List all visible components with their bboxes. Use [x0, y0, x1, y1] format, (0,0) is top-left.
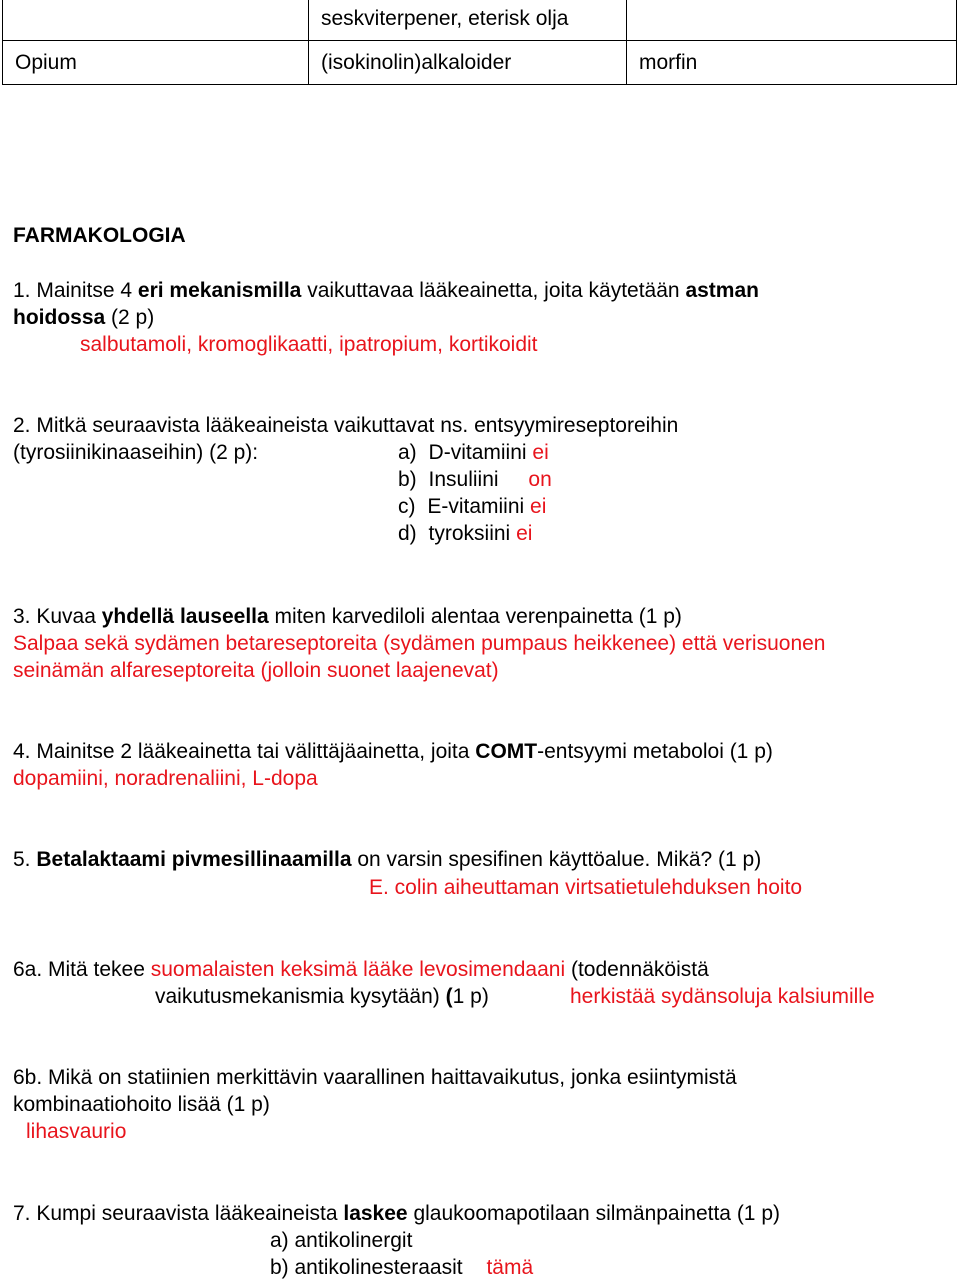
q1-text: (2 p) — [111, 306, 155, 329]
table-cell: seskviterpener, eterisk olja — [309, 0, 627, 41]
option-text: D-vitamiini — [428, 441, 527, 464]
option-answer: ei — [532, 441, 549, 464]
q7-text: glaukoomapotilaan silmänpainetta (1 p) — [413, 1202, 780, 1225]
option-letter: c) — [398, 495, 416, 518]
table-row — [3, 41, 957, 85]
option-text: tyroksiini — [428, 522, 511, 545]
table-cell: Opium — [3, 41, 309, 85]
table-cell — [627, 0, 957, 41]
q1-bold: astman — [685, 279, 759, 302]
answer-3-line2: seinämän alfareseptoreita (jolloin suonet laajenevat) — [13, 659, 499, 682]
answer-3-line1: Salpaa sekä sydämen betareseptoreita (sydämen pumpaus heikkenee) että verisuonen — [13, 632, 826, 655]
q6a-bold: ( — [445, 985, 453, 1008]
q4-text: 4. Mainitse 2 lääkeainetta tai välittäjäainetta, joita — [13, 740, 470, 763]
q4-bold: COMT — [475, 740, 538, 763]
table-cell: (isokinolin)alkaloider — [309, 41, 627, 85]
q6a-text: 6a. Mitä tekee — [13, 958, 145, 981]
question-3 — [13, 603, 682, 630]
q3-text: miten karvediloli alentaa verenpainetta (1 p) — [274, 605, 682, 628]
q3-text: 3. Kuvaa — [13, 605, 96, 628]
question-6a-line1 — [13, 956, 709, 983]
q6a-text: vaikutusmekanismia kysytään) — [155, 985, 440, 1008]
q7-bold: laskee — [343, 1202, 408, 1225]
option-c — [398, 493, 546, 520]
option-b — [398, 466, 552, 493]
table-row — [3, 0, 957, 41]
question-2-line1: 2. Mitkä seuraavista lääkeaineista vaikuttavat ns. entsyymireseptoreihin — [13, 414, 679, 437]
q5-bold: Betalaktaami pivmesillinaamilla — [36, 848, 352, 871]
question-6b-line1: 6b. Mikä on statiinien merkittävin vaarallinen haittavaikutus, jonka esiintymistä — [13, 1066, 737, 1089]
option-text: Insuliini — [428, 468, 499, 491]
question-5 — [13, 846, 761, 873]
q7-text: 7. Kumpi seuraavista lääkeaineista — [13, 1202, 338, 1225]
q3-bold: yhdellä lauseella — [101, 605, 269, 628]
answer-4: dopamiini, noradrenaliini, L-dopa — [13, 767, 318, 790]
q6a-red-text: suomalaisten keksimä lääke levosimendaani — [150, 958, 566, 981]
option-answer: tämä — [486, 1256, 534, 1279]
option-7b — [270, 1254, 533, 1281]
q6a-text: (todennäköistä — [570, 958, 709, 981]
question-1-line1 — [13, 277, 759, 304]
question-7 — [13, 1200, 780, 1227]
option-7a — [270, 1227, 412, 1254]
q1-bold: eri mekanismilla — [137, 279, 302, 302]
section-heading: FARMAKOLOGIA — [13, 224, 186, 247]
option-answer: ei — [530, 495, 547, 518]
question-6b-line2: kombinaatiohoito lisää (1 p) — [13, 1093, 270, 1116]
q5-text: on varsin spesifinen käyttöalue. Mikä? (1 p) — [357, 848, 762, 871]
option-letter: b) — [398, 468, 417, 491]
table-cell: morfin — [627, 41, 957, 85]
option-answer: on — [528, 468, 552, 491]
table-cell — [3, 0, 309, 41]
question-2-line2: (tyrosiinikinaaseihin) (2 p): — [13, 441, 259, 464]
option-letter: d) — [398, 522, 417, 545]
option-text: E-vitamiini — [427, 495, 525, 518]
option-d — [398, 520, 532, 547]
option-a — [398, 439, 549, 466]
substance-table — [2, 0, 957, 85]
answer-6a: herkistää sydänsoluja kalsiumille — [570, 985, 875, 1008]
q1-text: 1. Mainitse 4 — [13, 279, 133, 302]
answer-1: salbutamoli, kromoglikaatti, ipatropium, kortikoidit — [80, 333, 538, 356]
q1-bold: hoidossa — [13, 306, 106, 329]
q6a-text: 1 p) — [452, 985, 489, 1008]
q4-text: -entsyymi metaboloi (1 p) — [537, 740, 773, 763]
q1-text: vaikuttavaa lääkeainetta, joita käytetään — [307, 279, 680, 302]
option-text: a) antikolinergit — [270, 1229, 413, 1252]
question-1-line2 — [13, 304, 154, 331]
q5-text: 5. — [13, 848, 31, 871]
option-letter: a) — [398, 441, 417, 464]
question-6a-line2 — [155, 983, 489, 1010]
option-answer: ei — [516, 522, 533, 545]
question-4 — [13, 738, 773, 765]
answer-6b: lihasvaurio — [26, 1120, 127, 1143]
answer-5: E. colin aiheuttaman virtsatietulehduksen hoito — [369, 876, 803, 899]
option-text: b) antikolinesteraasit — [270, 1256, 463, 1279]
